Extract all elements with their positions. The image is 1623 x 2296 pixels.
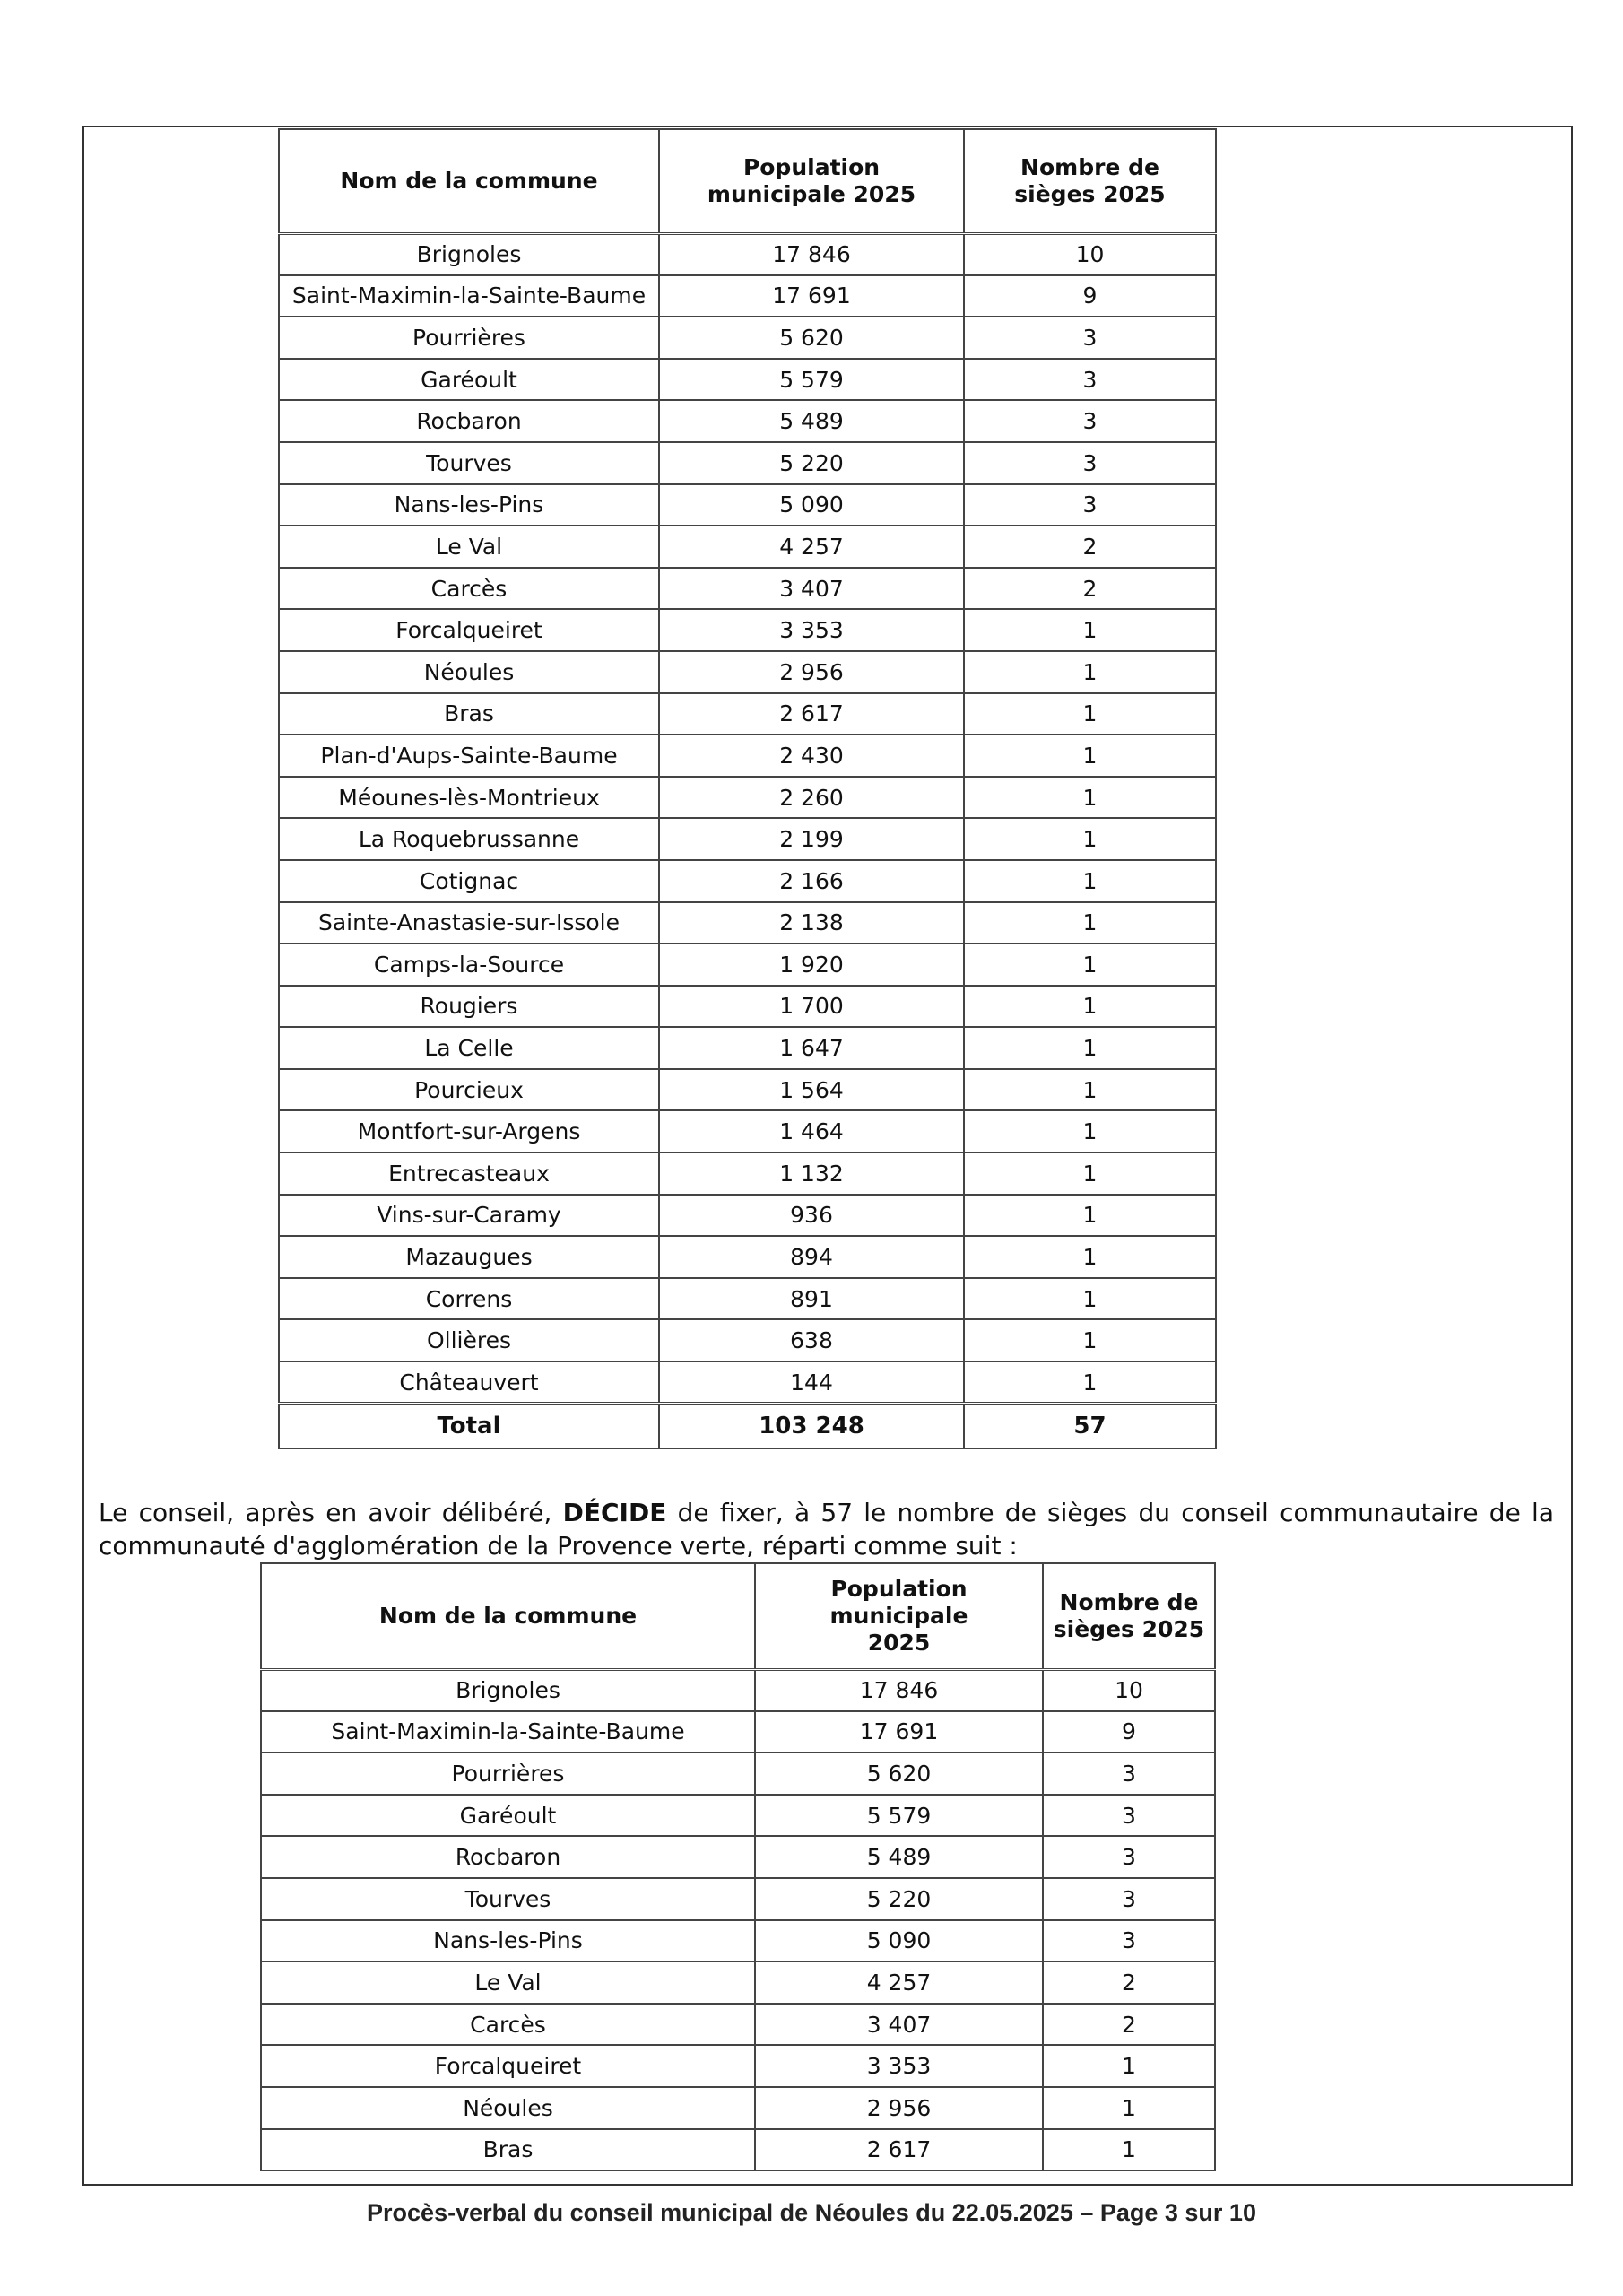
population-cell: 5 579 [755, 1795, 1043, 1837]
commune-cell: Ollières [279, 1319, 659, 1361]
commune-cell: Bras [279, 693, 659, 735]
table-row [261, 1669, 1215, 1711]
table-row [279, 1152, 1216, 1195]
table-row [279, 609, 1216, 651]
seats-cell: 1 [964, 1319, 1216, 1361]
seats-cell: 1 [1043, 2087, 1215, 2129]
commune-cell: Entrecasteaux [279, 1152, 659, 1195]
commune-cell: Méounes-lès-Montrieux [279, 777, 659, 819]
seats-table-decided [260, 1562, 1216, 2171]
population-cell: 5 489 [659, 400, 964, 442]
table-row [279, 777, 1216, 819]
commune-cell: Vins-sur-Caramy [279, 1195, 659, 1237]
seats-cell: 3 [1043, 1795, 1215, 1837]
population-cell: 17 846 [755, 1669, 1043, 1711]
seats-cell: 1 [964, 902, 1216, 944]
commune-cell: Pourcieux [279, 1069, 659, 1111]
population-cell: 2 260 [659, 777, 964, 819]
table-row [279, 400, 1216, 442]
decision-intro: Le conseil, après en avoir délibéré, [99, 1498, 552, 1527]
table-row [279, 1110, 1216, 1152]
table-row [279, 484, 1216, 526]
table-row [279, 526, 1216, 568]
seats-cell: 1 [964, 1236, 1216, 1278]
table-row [279, 1027, 1216, 1069]
decision-paragraph [99, 1496, 1554, 1562]
commune-cell: Correns [279, 1278, 659, 1320]
population-cell: 2 956 [659, 651, 964, 693]
header-population: Population municipale 2025 [659, 129, 964, 233]
table-row [279, 233, 1216, 275]
population-cell: 3 353 [659, 609, 964, 651]
seats-cell: 2 [1043, 2004, 1215, 2046]
commune-cell: Néoules [279, 651, 659, 693]
seats-cell: 1 [964, 986, 1216, 1028]
table-row [279, 986, 1216, 1028]
seats-cell: 1 [964, 818, 1216, 860]
table-row [279, 275, 1216, 317]
seats-cell: 3 [1043, 1878, 1215, 1920]
population-cell: 5 220 [659, 442, 964, 484]
seats-cell: 2 [964, 568, 1216, 610]
table-row [279, 1236, 1216, 1278]
population-cell: 638 [659, 1319, 964, 1361]
commune-cell: Saint-Maximin-la-Sainte-Baume [261, 1711, 755, 1753]
seats-cell: 1 [964, 1278, 1216, 1320]
commune-cell: Saint-Maximin-la-Sainte-Baume [279, 275, 659, 317]
population-cell: 2 166 [659, 860, 964, 902]
commune-cell: Brignoles [261, 1669, 755, 1711]
population-cell: 1 647 [659, 1027, 964, 1069]
table-row [279, 317, 1216, 359]
commune-cell: Cotignac [279, 860, 659, 902]
seats-cell: 1 [964, 735, 1216, 777]
table-row [261, 2129, 1215, 2171]
population-cell: 4 257 [755, 1961, 1043, 2004]
commune-cell: Pourrières [279, 317, 659, 359]
decision-text: de fixer, à 57 le nombre de sièges du conseil communautaire de la communauté d'agglomération de la Provence verte, réparti comme suit : [99, 1498, 1554, 1561]
commune-cell: Rougiers [279, 986, 659, 1028]
population-cell: 5 489 [755, 1836, 1043, 1878]
population-cell: 2 617 [755, 2129, 1043, 2171]
seats-cell: 3 [1043, 1920, 1215, 1962]
seats-cell: 2 [1043, 1961, 1215, 2004]
commune-cell: Nans-les-Pins [261, 1920, 755, 1962]
population-cell: 3 407 [659, 568, 964, 610]
table-row [279, 818, 1216, 860]
commune-cell: Bras [261, 2129, 755, 2171]
table-row [261, 1711, 1215, 1753]
seats-cell: 1 [964, 1195, 1216, 1237]
seats-cell: 1 [964, 860, 1216, 902]
population-cell: 2 138 [659, 902, 964, 944]
table-row [261, 2045, 1215, 2087]
seats-cell: 1 [964, 777, 1216, 819]
population-cell: 17 846 [659, 233, 964, 275]
table-row [279, 651, 1216, 693]
table-row [279, 693, 1216, 735]
population-cell: 891 [659, 1278, 964, 1320]
table-row [279, 359, 1216, 401]
commune-cell: Néoules [261, 2087, 755, 2129]
commune-cell: Garéoult [279, 359, 659, 401]
header-commune: Nom de la commune [261, 1563, 755, 1669]
seats-cell: 3 [964, 442, 1216, 484]
commune-cell: Sainte-Anastasie-sur-Issole [279, 902, 659, 944]
table-row [261, 1878, 1215, 1920]
commune-cell: Forcalqueiret [261, 2045, 755, 2087]
seats-cell: 1 [964, 1152, 1216, 1195]
seats-cell: 10 [964, 233, 1216, 275]
population-cell: 1 920 [659, 944, 964, 986]
population-cell: 2 199 [659, 818, 964, 860]
population-cell: 5 620 [755, 1752, 1043, 1795]
seats-cell: 2 [964, 526, 1216, 568]
seats-cell: 1 [964, 609, 1216, 651]
table-row [279, 902, 1216, 944]
table-row [261, 1795, 1215, 1837]
table-row [279, 944, 1216, 986]
seats-cell: 1 [964, 944, 1216, 986]
header-commune: Nom de la commune [279, 129, 659, 233]
population-cell: 2 617 [659, 693, 964, 735]
seats-cell: 10 [1043, 1669, 1215, 1711]
population-cell: 5 090 [755, 1920, 1043, 1962]
table-row [261, 2087, 1215, 2129]
table-row [279, 442, 1216, 484]
population-cell: 4 257 [659, 526, 964, 568]
population-cell: 2 430 [659, 735, 964, 777]
seats-cell: 1 [964, 1027, 1216, 1069]
commune-cell: Pourrières [261, 1752, 755, 1795]
table-header-row [261, 1563, 1215, 1669]
table-row [279, 860, 1216, 902]
population-cell: 5 579 [659, 359, 964, 401]
header-population: Population municipale 2025 [755, 1563, 1043, 1669]
table-row [279, 1278, 1216, 1320]
population-cell: 3 407 [755, 2004, 1043, 2046]
seats-cell: 1 [964, 693, 1216, 735]
total-row [279, 1404, 1216, 1448]
seats-cell: 1 [964, 651, 1216, 693]
table-row [279, 568, 1216, 610]
page-footer: Procès-verbal du conseil municipal de Néoules du 22.05.2025 – Page 3 sur 10 [367, 2199, 1256, 2226]
table-row [279, 1361, 1216, 1404]
seats-cell: 3 [964, 317, 1216, 359]
commune-cell: Camps-la-Source [279, 944, 659, 986]
commune-cell: Carcès [261, 2004, 755, 2046]
table-header-row [279, 129, 1216, 233]
table-row [261, 2004, 1215, 2046]
commune-cell: Rocbaron [261, 1836, 755, 1878]
commune-cell: Carcès [279, 568, 659, 610]
seats-cell: 1 [964, 1069, 1216, 1111]
population-cell: 936 [659, 1195, 964, 1237]
table-row [261, 1961, 1215, 2004]
commune-cell: Châteauvert [279, 1361, 659, 1404]
population-cell: 5 620 [659, 317, 964, 359]
seats-cell: 1 [1043, 2045, 1215, 2087]
table-row [279, 1069, 1216, 1111]
population-cell: 5 090 [659, 484, 964, 526]
table-row [261, 1920, 1215, 1962]
commune-cell: Forcalqueiret [279, 609, 659, 651]
commune-cell: Garéoult [261, 1795, 755, 1837]
seats-cell: 3 [1043, 1752, 1215, 1795]
commune-cell: Tourves [261, 1878, 755, 1920]
commune-cell: Tourves [279, 442, 659, 484]
seats-cell: 9 [1043, 1711, 1215, 1753]
population-cell: 17 691 [755, 1711, 1043, 1753]
commune-cell: Nans-les-Pins [279, 484, 659, 526]
seats-cell: 9 [964, 275, 1216, 317]
population-cell: 1 132 [659, 1152, 964, 1195]
commune-cell: Le Val [261, 1961, 755, 2004]
population-cell: 1 464 [659, 1110, 964, 1152]
seats-cell: 1 [964, 1110, 1216, 1152]
table-row [261, 1752, 1215, 1795]
commune-cell: Brignoles [279, 233, 659, 275]
header-seats: Nombre de sièges 2025 [1043, 1563, 1215, 1669]
commune-cell: La Celle [279, 1027, 659, 1069]
table-row [261, 1836, 1215, 1878]
commune-cell: La Roquebrussanne [279, 818, 659, 860]
header-seats: Nombre de sièges 2025 [964, 129, 1216, 233]
total-seats: 57 [964, 1404, 1216, 1448]
population-cell: 2 956 [755, 2087, 1043, 2129]
seats-cell: 3 [964, 484, 1216, 526]
commune-cell: Mazaugues [279, 1236, 659, 1278]
total-label: Total [279, 1404, 659, 1448]
population-cell: 3 353 [755, 2045, 1043, 2087]
population-cell: 17 691 [659, 275, 964, 317]
decision-keyword: DÉCIDE [562, 1498, 667, 1527]
commune-cell: Plan-d'Aups-Sainte-Baume [279, 735, 659, 777]
seats-table-current [278, 128, 1217, 1449]
table-row [279, 1319, 1216, 1361]
seats-cell: 1 [1043, 2129, 1215, 2171]
total-population: 103 248 [659, 1404, 964, 1448]
commune-cell: Rocbaron [279, 400, 659, 442]
seats-cell: 3 [1043, 1836, 1215, 1878]
commune-cell: Le Val [279, 526, 659, 568]
table-row [279, 735, 1216, 777]
population-cell: 144 [659, 1361, 964, 1404]
population-cell: 894 [659, 1236, 964, 1278]
table-row [279, 1195, 1216, 1237]
seats-cell: 3 [964, 400, 1216, 442]
population-cell: 1 564 [659, 1069, 964, 1111]
seats-cell: 3 [964, 359, 1216, 401]
population-cell: 1 700 [659, 986, 964, 1028]
seats-cell: 1 [964, 1361, 1216, 1404]
commune-cell: Montfort-sur-Argens [279, 1110, 659, 1152]
population-cell: 5 220 [755, 1878, 1043, 1920]
